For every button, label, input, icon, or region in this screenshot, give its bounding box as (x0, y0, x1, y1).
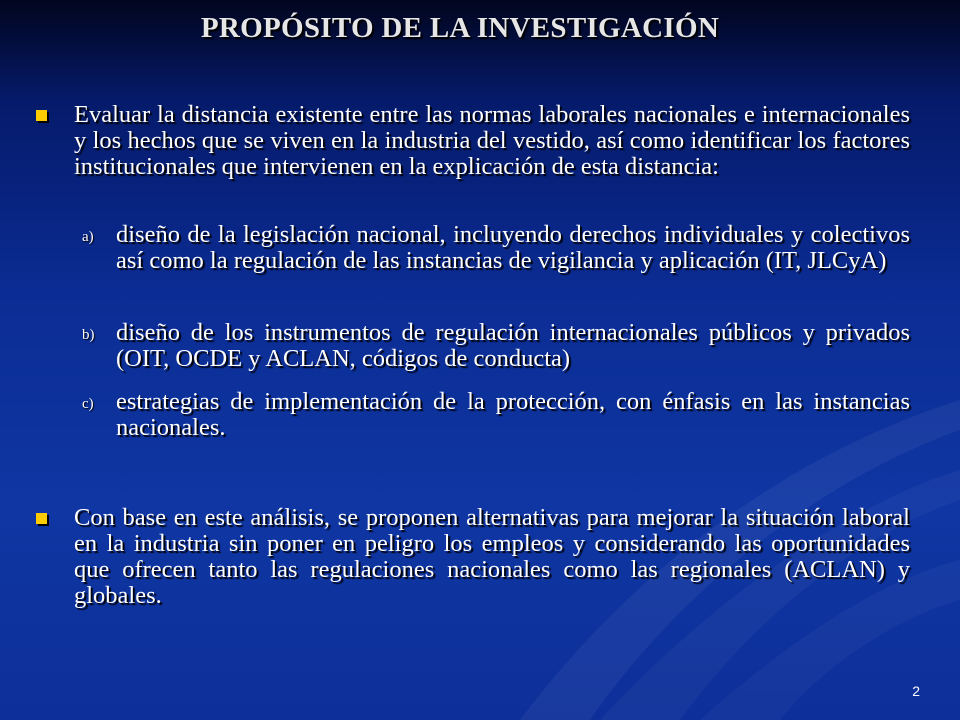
slide-title: PROPÓSITO DE LA INVESTIGACIÓN (200, 12, 720, 44)
sub-item-text: estrategias de implementación de la protección, con énfasis en las instancias nacionales. (116, 388, 910, 441)
sub-item-text: diseño de la legislación nacional, incluyendo derechos individuales y colectivos así como la regulación de las instancias de vigilancia y aplicación (IT, JLCyA) (116, 221, 910, 274)
square-bullet-icon (36, 110, 47, 121)
square-bullet-icon (36, 513, 47, 524)
sub-item-text: diseño de los instrumentos de regulación internacionales públicos y privados (OIT, OCDE y ACLAN, códigos de conducta) (116, 319, 910, 372)
bullet-text: Evaluar la distancia existente entre las normas laborales nacionales e internacionales y los hechos que se viven en la industria del vestido, así como identificar los factores institucionales que intervienen en la explicación de esta distancia: (74, 101, 910, 180)
sub-item-marker: c) (82, 396, 94, 412)
page-number: 2 (912, 683, 920, 699)
bullet-text: Con base en este análisis, se proponen alternativas para mejorar la situación laboral en la industria sin poner en peligro los empleos y considerando las oportunidades que ofrecen tanto las regulaciones nacionales como las regionales (ACLAN) y globales. (74, 504, 910, 609)
sub-item-marker: b) (82, 327, 95, 343)
sub-item-marker: a) (82, 229, 94, 245)
